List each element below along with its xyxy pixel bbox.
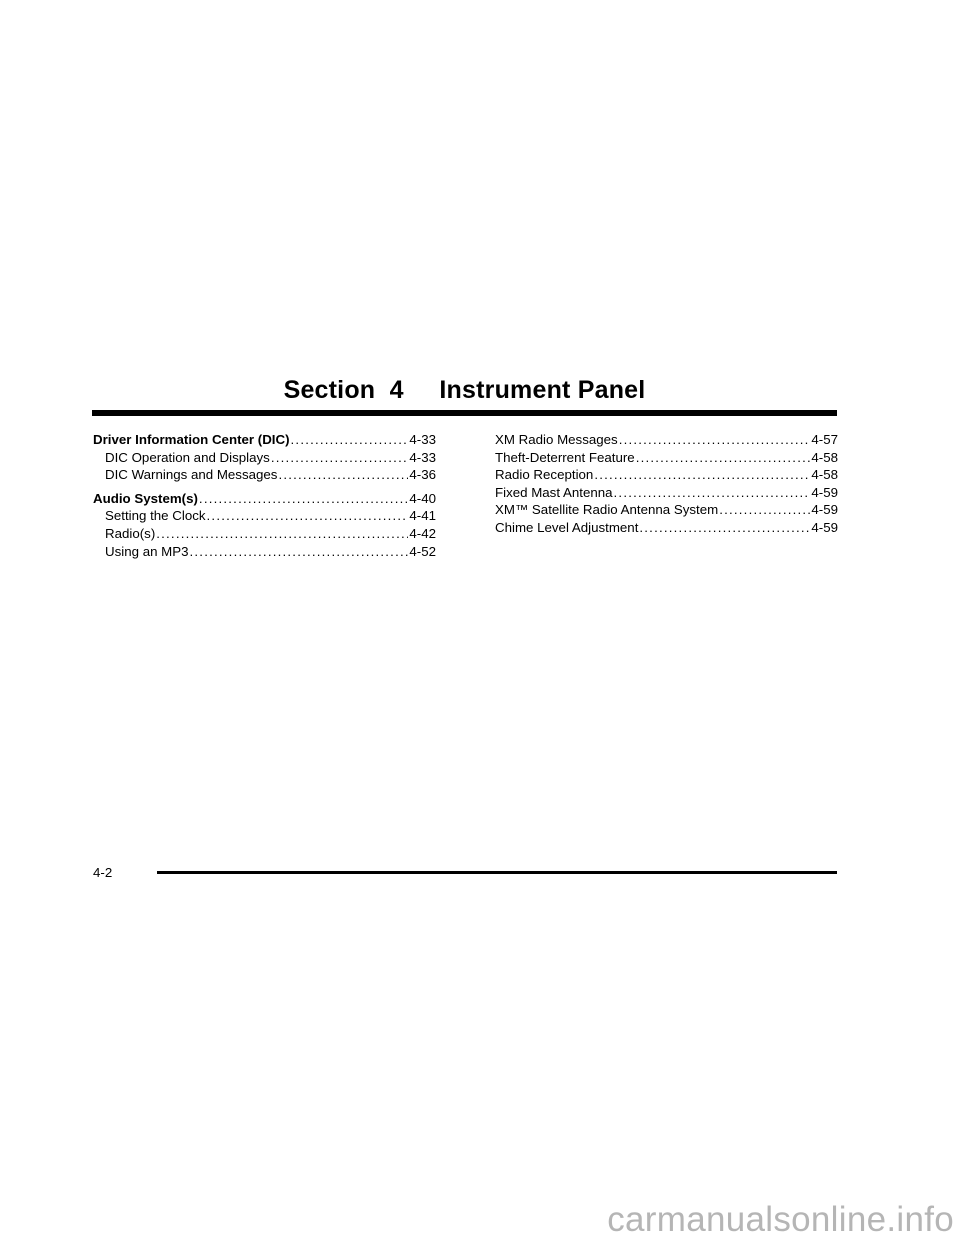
toc-entry-fixed-mast-antenna[interactable] [495,484,838,502]
toc-entry-label: Setting the Clock [105,508,206,524]
dot-leader [190,543,409,561]
toc-entry-label: DIC Operation and Displays [105,449,270,465]
section-title: Section 4 Instrument Panel [283,376,646,404]
dot-leader [719,501,810,519]
toc-entry-page: 4-59 [811,484,838,500]
dot-leader [278,466,408,484]
watermark-text: carmanualsonline.info [607,1200,954,1239]
dot-leader [594,466,810,484]
toc-entry-page: 4-59 [811,519,838,535]
dot-leader [614,484,811,502]
toc-entry-theft-deterrent-feature[interactable] [495,449,838,467]
toc-entry-radios[interactable] [93,525,436,543]
toc-entry-page: 4-59 [811,502,838,518]
toc-entry-label: Using an MP3 [105,543,189,559]
dot-leader [199,490,408,508]
toc-entry-audio-systems[interactable] [93,490,436,508]
toc-entry-page: 4-58 [811,467,838,483]
toc-entry-driver-information-center[interactable] [93,431,436,449]
toc-entry-page: 4-58 [811,449,838,465]
toc-entry-label: Theft-Deterrent Feature [495,449,635,465]
page-number: 4-2 [93,865,113,880]
dot-leader [156,525,408,543]
toc-entry-label: Driver Information Center (DIC) [93,432,290,447]
toc-entry-radio-reception[interactable] [495,466,838,484]
dot-leader [639,519,810,537]
toc-entry-using-an-mp3[interactable] [93,543,436,561]
dot-leader [619,431,811,449]
toc-entry-page: 4-41 [409,508,436,524]
toc-entry-page: 4-57 [811,432,838,447]
toc-entry-chime-level-adjustment[interactable] [495,519,838,537]
header-rule [92,410,837,416]
toc-column-left [93,431,436,560]
toc-entry-label: XM Radio Messages [495,432,618,447]
toc-entry-page: 4-33 [409,449,436,465]
footer-rule [157,871,837,874]
toc-entry-label: Radio(s) [105,525,156,541]
toc-entry-dic-operation[interactable] [93,449,436,467]
toc-entry-label: Audio System(s) [93,490,198,506]
toc-entry-page: 4-36 [409,467,436,483]
toc-entry-page: 4-52 [409,543,436,559]
dot-leader [207,507,409,525]
dot-leader [291,431,409,449]
dot-leader [271,449,409,467]
toc-entry-label: XM™ Satellite Radio Antenna System [495,502,719,518]
toc-entry-page: 4-33 [409,432,436,447]
toc-entry-xm-satellite-radio-antenna[interactable] [495,501,838,519]
toc-entry-page: 4-40 [409,490,436,506]
toc-entry-label: Chime Level Adjustment [495,519,639,535]
toc-entry-label: Radio Reception [495,467,594,483]
toc-entry-xm-radio-messages[interactable] [495,431,838,449]
toc-entry-dic-warnings[interactable] [93,466,436,484]
toc-entry-setting-the-clock[interactable] [93,507,436,525]
dot-leader [636,449,811,467]
toc-entry-label: Fixed Mast Antenna [495,484,613,500]
toc-entry-page: 4-42 [409,525,436,541]
toc-column-right [495,431,838,537]
toc-entry-label: DIC Warnings and Messages [105,467,278,483]
